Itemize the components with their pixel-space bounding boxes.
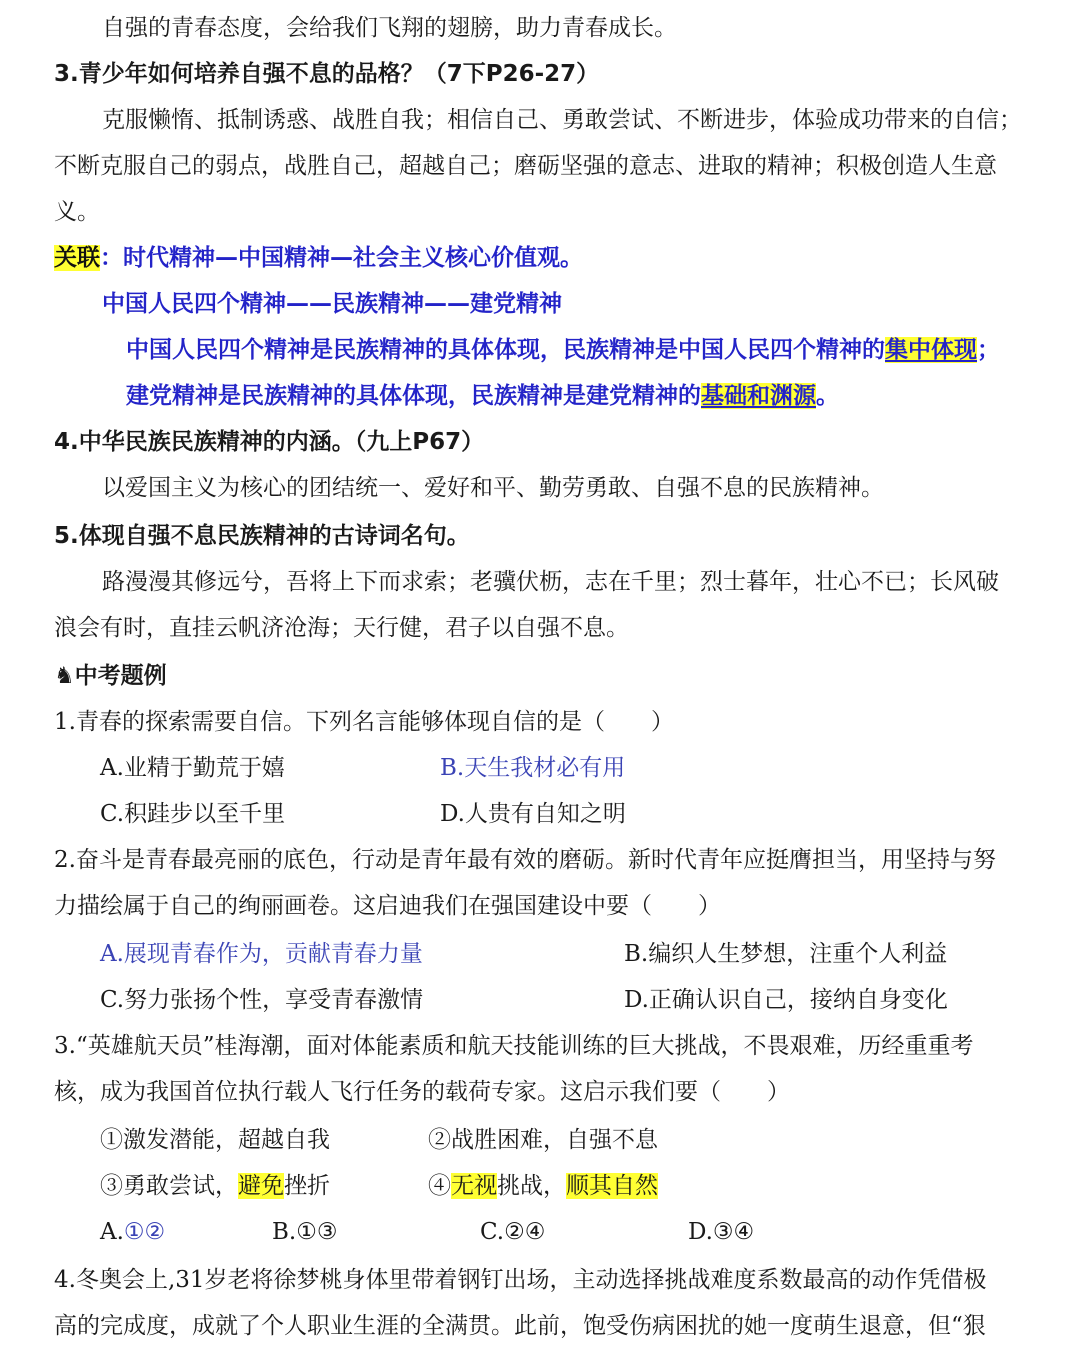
- exam-question: 1.青春的探索需要自信。下列名言能够体现自信的是（ ）: [54, 709, 674, 735]
- option-letter: A.: [100, 1219, 124, 1245]
- section-title: 中考题例: [74, 663, 167, 689]
- highlighted-phrase: 集中体现: [885, 337, 977, 363]
- statement-1: ①激发潜能，超越自我: [100, 1127, 330, 1153]
- option-c: C.②④: [480, 1219, 546, 1245]
- statement-text: 挫折: [284, 1173, 330, 1199]
- exam-question: 核，成为我国首位执行载人飞行任务的载荷专家。这启示我们要（ ）: [54, 1079, 790, 1105]
- statement-3: [100, 1170, 330, 1202]
- option-b-answer: B.天生我材必有用: [440, 755, 626, 781]
- option-a: A.业精于勤荒于嬉: [100, 755, 285, 781]
- text-line: 不断克服自己的弱点，战胜自己，超越自己；磨砺坚强的意志、进取的精神；积极创造人生意: [54, 153, 997, 179]
- relation-label: 关联: [54, 245, 100, 271]
- question-heading: 5.体现自强不息民族精神的古诗词名句。: [54, 523, 470, 549]
- statement-text: 挑战，: [497, 1173, 566, 1199]
- exam-question: 4.冬奥会上,31岁老将徐梦桃身体里带着钢钉出场，主动选择挑战难度系数最高的动作凭借极: [54, 1267, 987, 1293]
- option-b: B.①③: [272, 1219, 338, 1245]
- text-line: 路漫漫其修远兮，吾将上下而求索；老骥伏枥，志在千里；烈士暮年，壮心不已；长风破: [102, 569, 999, 595]
- relation-line: [126, 380, 839, 412]
- text-line: 以爱国主义为核心的团结统一、爱好和平、勤劳勇敢、自强不息的民族精神。: [102, 475, 884, 501]
- exam-question: 3.“英雄航天员”桂海潮，面对体能素质和航天技能训练的巨大挑战，不畏艰难，历经重重考: [54, 1033, 974, 1059]
- option-c: C.努力张扬个性，享受青春激情: [100, 987, 424, 1013]
- exam-question: 高的完成度，成就了个人职业生涯的全满贯。此前，饱受伤病困扰的她一度萌生退意，但“狠: [54, 1313, 986, 1339]
- section-heading: [54, 660, 167, 692]
- option-b: B.编织人生梦想，注重个人利益: [624, 941, 948, 967]
- option-d: D.人贵有自知之明: [440, 801, 626, 827]
- relation-line: [54, 242, 583, 274]
- relation-text: 建党精神是民族精神的具体体现，民族精神是建党精神的: [126, 383, 701, 409]
- option-value: ①②: [123, 1219, 166, 1245]
- relation-text: 中国人民四个精神是民族精神的具体体现，民族精神是中国人民四个精神的: [126, 337, 885, 363]
- highlighted-phrase: 基础和渊源: [701, 383, 816, 409]
- relation-text: 。: [816, 383, 839, 409]
- text-line: 克服懒惰、抵制诱惑、战胜自我；相信自己、勇敢尝试、不断进步，体验成功带来的自信；: [102, 107, 1022, 133]
- relation-line: [126, 334, 1000, 366]
- option-a-answer: [100, 1216, 165, 1248]
- question-heading: 3.青少年如何培养自强不息的品格？（7下P26-27）: [54, 61, 600, 87]
- option-a-answer: A.展现青春作为，贡献青春力量: [100, 941, 423, 967]
- statement-2: ②战胜困难，自强不息: [428, 1127, 658, 1153]
- relation-line: 中国人民四个精神——民族精神——建党精神: [102, 291, 562, 317]
- text-line: 义。: [54, 199, 100, 225]
- statement-text: ④: [428, 1173, 451, 1199]
- relation-text: ：时代精神—中国精神—社会主义核心价值观。: [100, 245, 583, 271]
- exam-question: 2.奋斗是青春最亮丽的底色，行动是青年最有效的磨砺。新时代青年应挺膺担当，用坚持与努: [54, 847, 996, 873]
- exam-question: 力描绘属于自己的绚丽画卷。这启迪我们在强国建设中要（ ）: [54, 893, 721, 919]
- text-line: 浪会有时，直挂云帆济沧海；天行健，君子以自强不息。: [54, 615, 629, 641]
- statement-text: ③勇敢尝试，: [100, 1173, 238, 1199]
- relation-text: ；: [977, 337, 1000, 363]
- highlighted-phrase: 顺其自然: [566, 1173, 658, 1199]
- option-c: C.积跬步以至千里: [100, 801, 286, 827]
- highlighted-phrase: 避免: [238, 1173, 284, 1199]
- option-d: D.正确认识自己，接纳自身变化: [624, 987, 948, 1013]
- statement-4: [428, 1170, 658, 1202]
- highlighted-phrase: 无视: [451, 1173, 497, 1199]
- chess-knight-icon: ♞: [54, 663, 75, 689]
- question-heading: 4.中华民族民族精神的内涵。（九上P67）: [54, 429, 485, 455]
- option-d: D.③④: [688, 1219, 755, 1245]
- text-line: 自强的青春态度，会给我们飞翔的翅膀，助力青春成长。: [102, 15, 677, 41]
